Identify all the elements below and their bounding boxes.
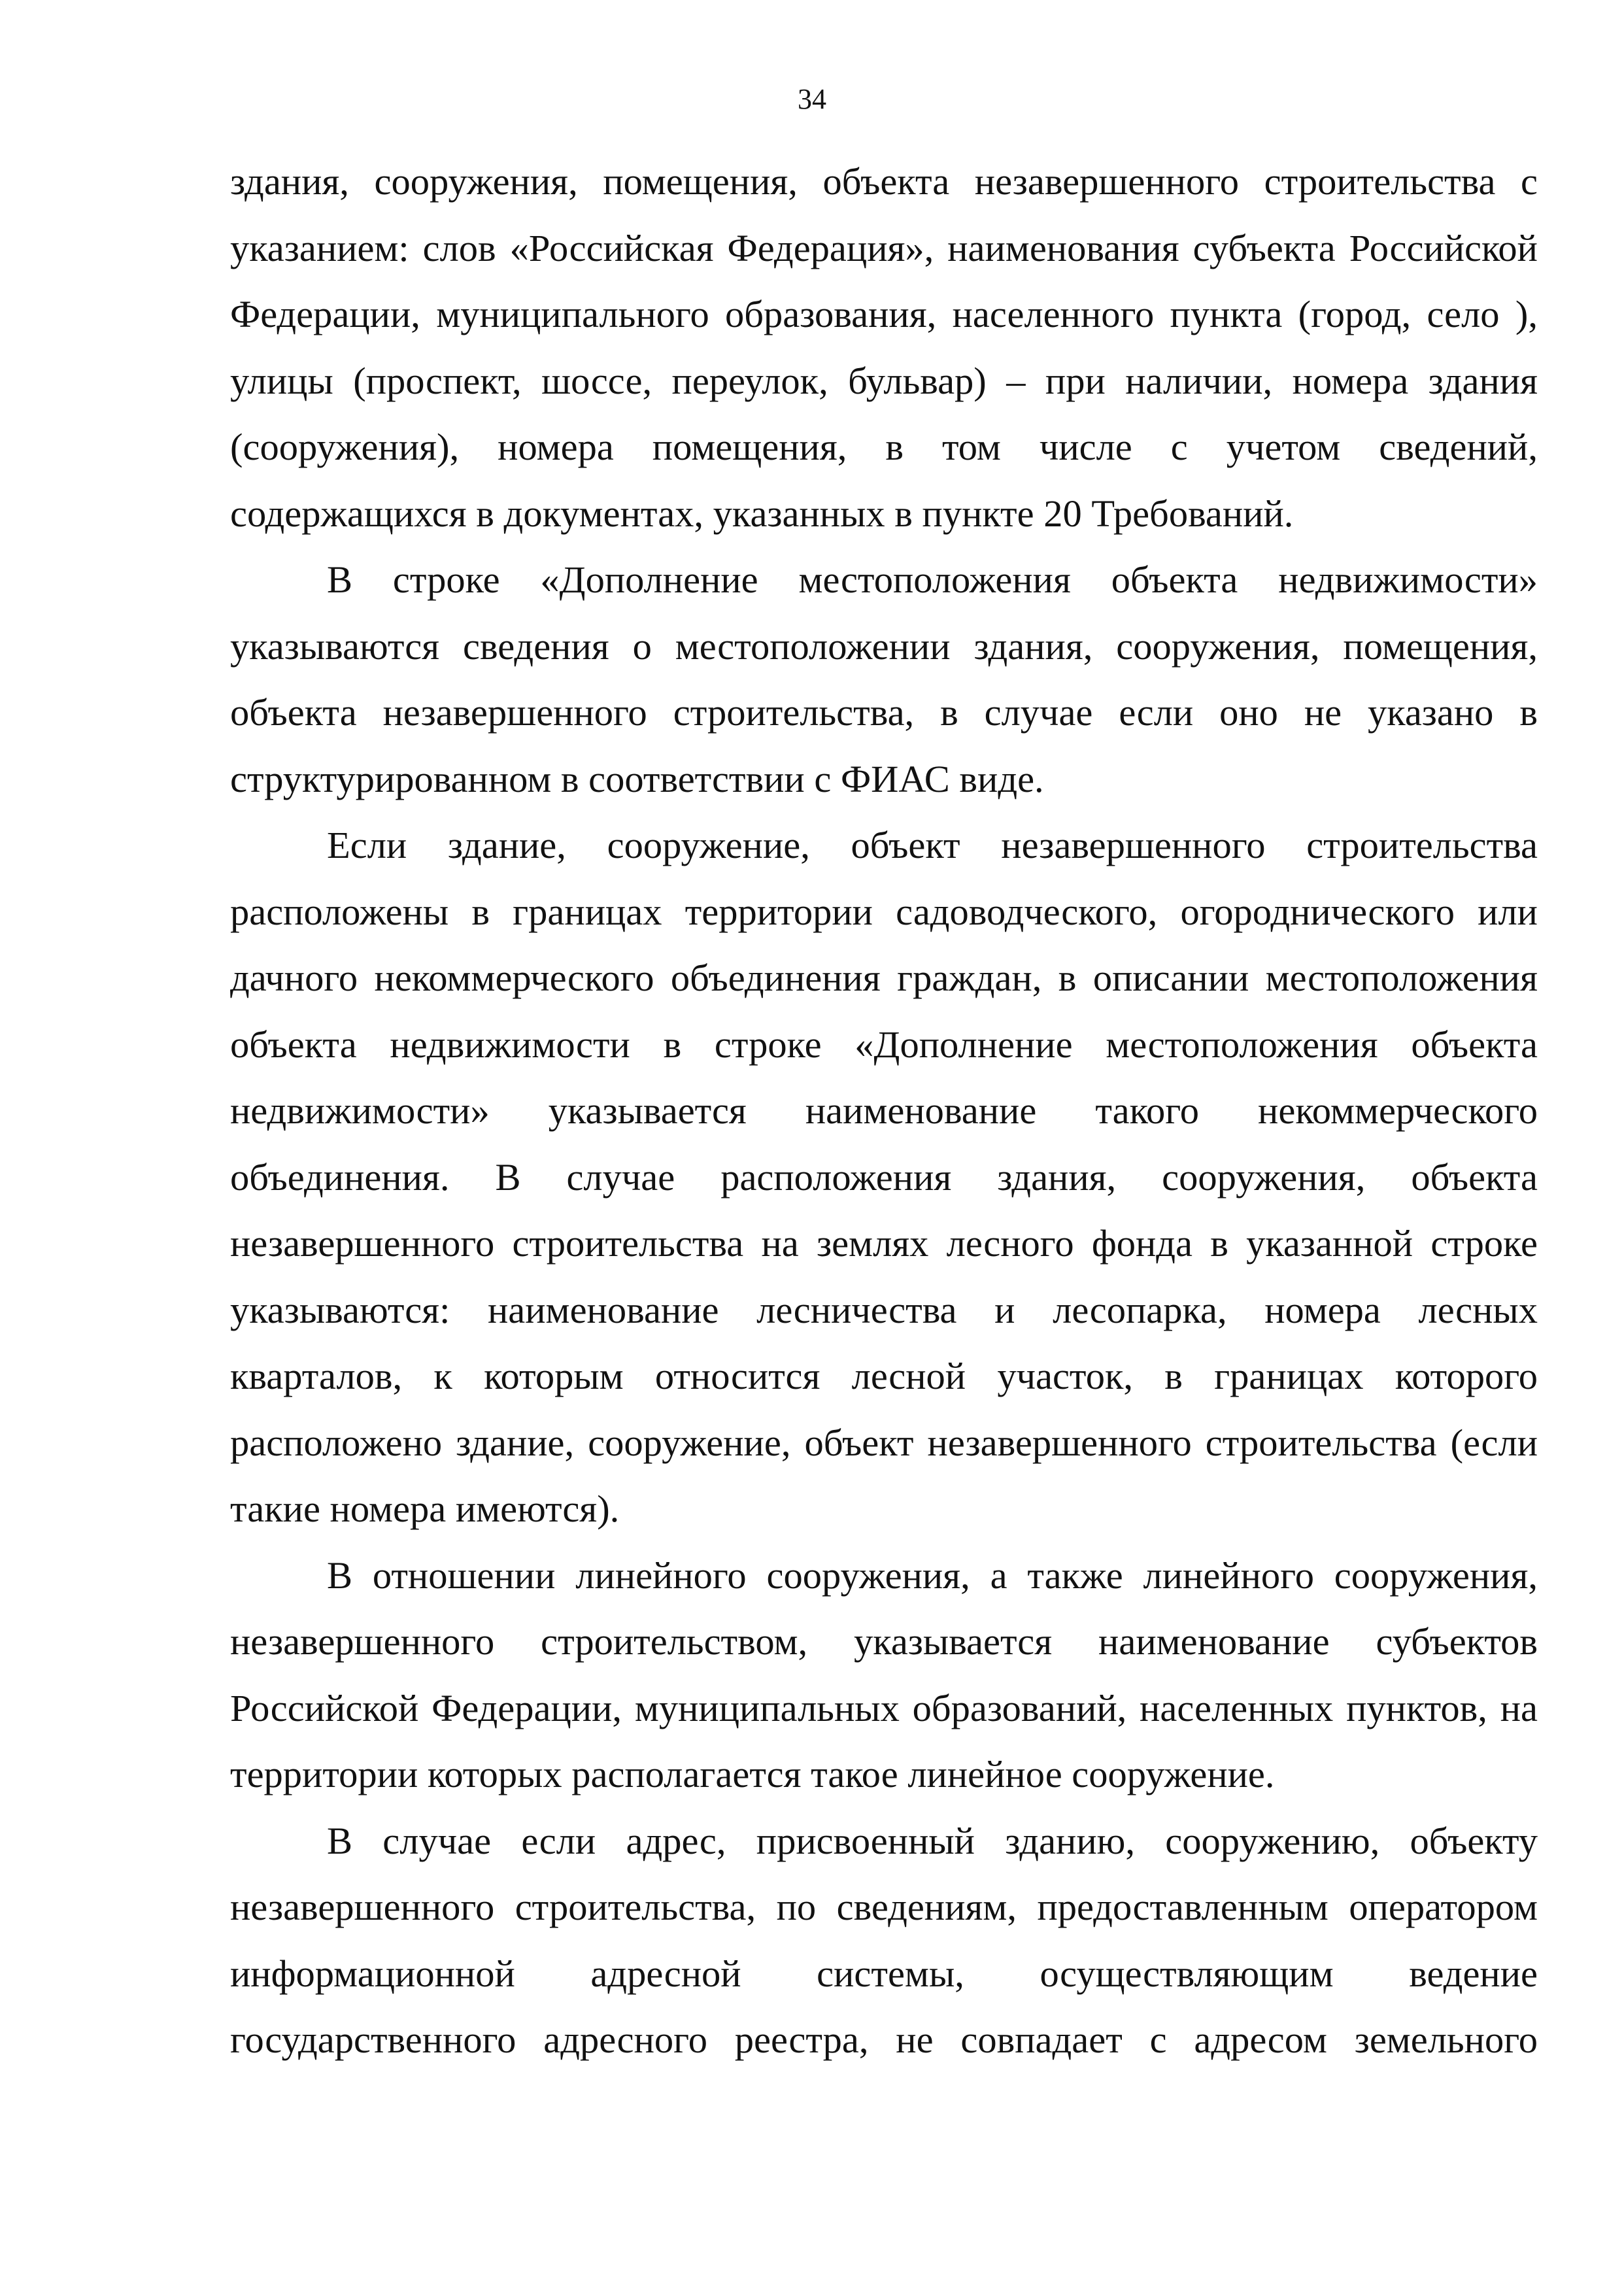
paragraph-address-mismatch: В случае если адрес, присвоенный зданию, сооружению, объекту незавершенного строительства, по сведениям, предоставленным оператором информационной адресной системы, осуществляющим ведение государственного адресного реестра, не совпадает с адресом земельного (230, 1819, 1538, 2061)
paragraph-location-supplement: В строке «Дополнение местоположения объекта недвижимости» указываются сведения о местоположении здания, сооружения, помещения, объекта незавершенного строительства, в случае если оно не указано в структурированном в соответствии с ФИАС виде. (230, 558, 1538, 800)
page-number: 34 (798, 83, 826, 115)
paragraph-garden-association: Если здание, сооружение, объект незавершенного строительства расположены в границах территории садоводческого, огороднического или дачного некоммерческого объединения граждан, в описании местоположения объекта недвижимости в строке «Дополнение местоположения объекта недвижимости» указывается наименование такого некоммерческого объединения. В случае расположения здания, сооружения, объекта незавершенного строительства на землях лесного фонда в указанной строке указываются: наименование лесничества и лесопарка, номера лесных кварталов, к которым относится лесной участок, в границах которого расположено здание, сооружение, объект незавершенного строительства (если такие номера имеются). (230, 824, 1538, 1530)
paragraph-linear-structure: В отношении линейного сооружения, а также линейного сооружения, незавершенного строительством, указывается наименование субъектов Российской Федерации, муниципальных образований, населенных пунктов, на территории которых располагается такое линейное сооружение. (230, 1554, 1538, 1795)
document-body (230, 148, 1538, 2073)
paragraph-address-continuation: здания, сооружения, помещения, объекта незавершенного строительства с указанием: слов «Российская Федерация», наименования субъекта Российской Федерации, муниципального образования, населенного пункта (город, село ), улицы (проспект, шоссе, переулок, бульвар) – при наличии, номера здания (сооружения), номера помещения, в том числе с учетом сведений, содержащихся в документах, указанных в пункте 20 Требований. (230, 160, 1538, 535)
